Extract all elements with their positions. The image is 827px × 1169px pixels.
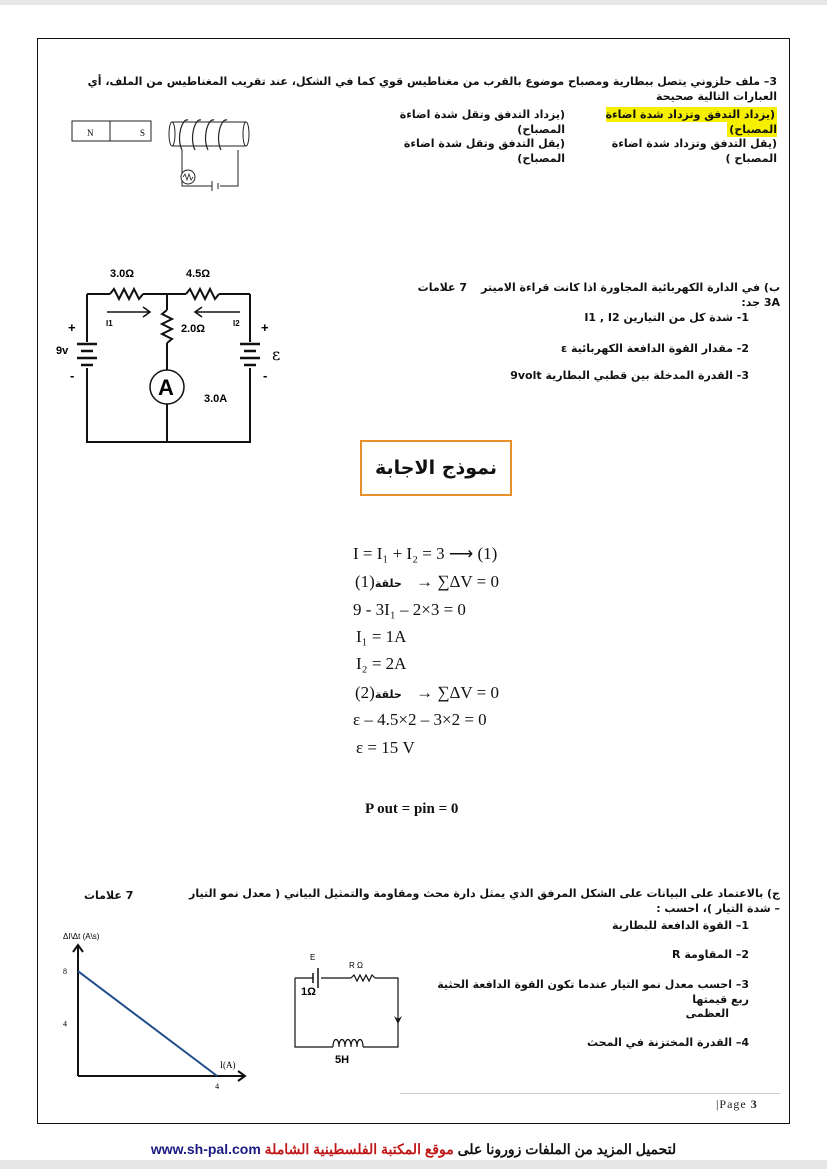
- plus-right: +: [261, 320, 269, 335]
- answer-eq-6: (2) → ∑ΔV = 0: [355, 683, 499, 702]
- r2-label: 4.5Ω: [186, 268, 211, 280]
- battery-emf-icon: [240, 344, 260, 365]
- answer-eq-1: I = I₁ + I₂ = 3 ⟶ (1): [353, 544, 498, 563]
- option-4[interactable]: (يقل التدفق وتقل شدة اضاءة المصباح): [403, 137, 565, 165]
- top-bar: [0, 0, 827, 5]
- inductor-coil: [333, 1040, 363, 1048]
- current-arrow-i2: [195, 307, 240, 317]
- answer-line-5: [356, 654, 406, 674]
- battery-9v-label: 9v: [56, 345, 69, 357]
- option-3[interactable]: (يقل التدفق وتزداد شدة اضاءة المصباح ): [611, 137, 777, 165]
- rl-circuit-diagram: [285, 950, 415, 1070]
- r3-label: 2.0Ω: [181, 323, 206, 335]
- part-c-marks: 7 علامات: [84, 889, 134, 902]
- site-name[interactable]: موقع المكتبة الفلسطينية الشاملة: [264, 1141, 454, 1157]
- option-1[interactable]: [577, 108, 777, 138]
- resistor-r-label: R Ω: [349, 961, 363, 970]
- coil-core: [169, 122, 249, 146]
- current-growth-chart: [55, 932, 255, 1095]
- y-axis: [73, 945, 83, 1076]
- answer-line-8: [356, 738, 415, 758]
- part-c-question: ج) بالاعتماد على البيانات على الشكل المرفق الذي يمثل دارة محث ومقاومة والتمثيل البياني ( معدل نمو التيار – شدة التيار )، احسب :: [189, 887, 780, 915]
- data-line: [78, 971, 217, 1076]
- answer-eq-7: ε – 4.5×2 – 3×2 = 0: [353, 710, 487, 729]
- y-tick-label: 8: [63, 967, 67, 977]
- loop-label-1: حلقة: [374, 577, 402, 590]
- inductor-label: 5H: [335, 1054, 350, 1066]
- answer-eq-2: (1) → ∑ΔV = 0: [355, 572, 499, 591]
- i1-label: I1: [106, 319, 113, 328]
- question-3-text: 3– ملف حلزوني يتصل ببطارية ومصباح موضوع بالقرب من مغناطيس قوي كما في الشكل، عند تقريب المغناطيس من الملف، أي العبارات التالية صحيحة: [87, 75, 777, 103]
- coil-windings: [180, 120, 227, 150]
- resistor-2-ohm: [162, 310, 172, 343]
- magnet-coil-diagram: [72, 118, 252, 193]
- bottom-bar: [0, 1160, 827, 1169]
- minus-left: -: [70, 368, 75, 383]
- power-line: P out = pin = 0: [365, 801, 459, 817]
- option-1-selected-text: (يزداد التدفق وتزداد شدة اضاءة المصباح): [605, 108, 777, 136]
- part-c-item-3-cont: العظمى: [685, 1007, 729, 1020]
- resistor-3-ohm: [110, 289, 143, 299]
- battery-e-icon: [313, 968, 318, 988]
- ammeter-reading: 3.0A: [204, 393, 228, 405]
- ammeter-label: A: [158, 375, 174, 400]
- answer-eq-5: I₂ = 2A: [356, 654, 407, 673]
- y-tick-label: 4: [63, 1019, 67, 1029]
- part-c-item-4: 4– القدرة المختزنة في المحث: [587, 1036, 749, 1049]
- resistor-4-5-ohm: [186, 289, 219, 299]
- resistor-r: [351, 975, 375, 981]
- answer-eq-8: ε = 15 V: [356, 738, 415, 757]
- magnet-north-label: N: [87, 128, 94, 138]
- emf-e-label: E: [310, 953, 316, 962]
- page-number-value: 3: [750, 1097, 758, 1111]
- part-b-item-2: 2- مقدار القوة الدافعة الكهربائية ε: [561, 342, 749, 355]
- kirchhoff-circuit-diagram: [50, 260, 290, 445]
- x-tick-label: 4: [215, 1082, 220, 1091]
- site-footer: [0, 1141, 827, 1158]
- battery-9v-icon: [77, 344, 97, 365]
- site-url-link[interactable]: www.sh-pal.com: [150, 1141, 261, 1157]
- y-axis-label: ΔI\Δt (A\s): [63, 932, 100, 941]
- answer-model-title: نموذج الاجابة: [375, 457, 497, 479]
- internal-resistance-label: 1Ω: [301, 986, 316, 998]
- answer-line-1: [353, 544, 497, 564]
- page-label: Page: [719, 1097, 747, 1111]
- part-c-item-2: 2– المقاومة R: [672, 948, 749, 961]
- battery-icon: [212, 181, 218, 191]
- current-arrow-i1: [107, 307, 150, 317]
- part-b-item-1: 1- شدة كل من التيارين I1 , I2: [584, 311, 749, 324]
- loop-label-2: حلقة: [374, 688, 402, 701]
- part-b-marks: 7 علامات: [417, 281, 467, 294]
- i2-label: I2: [233, 319, 240, 328]
- answer-model-box: [360, 440, 512, 496]
- r1-label: 3.0Ω: [110, 268, 135, 280]
- download-text: لتحميل المزيد من الملفات زورونا على: [457, 1141, 677, 1157]
- footer-rule: [400, 1093, 780, 1094]
- answer-line-2: [355, 572, 499, 592]
- part-b-question: ب) في الدارة الكهربائية المجاورة اذا كانت قراءة الاميتر 3A جد:: [481, 281, 780, 309]
- answer-eq-3: 9 - 3I₁ – 2×3 = 0: [353, 600, 466, 619]
- answer-eq-4: I₁ = 1A: [356, 627, 407, 646]
- x-axis: [78, 1071, 245, 1081]
- answer-line-3: [353, 600, 466, 620]
- part-b-item-3: 3- القدرة المدخلة بين قطبي البطارية 9volt: [510, 369, 749, 382]
- answer-line-6: [355, 683, 499, 703]
- answer-line-7: [353, 710, 487, 730]
- x-axis-label: I(A): [220, 1060, 236, 1070]
- part-c-item-3: 3– احسب معدل نمو التيار عندما تكون القوة الدافعة الحثية ربع قيمتها: [437, 978, 749, 1006]
- page-number: |Page 3: [716, 1097, 758, 1111]
- answer-line-4: [356, 627, 406, 647]
- option-2[interactable]: (يزداد التدفق وتقل شدة اضاءة المصباح): [399, 108, 565, 136]
- minus-right: -: [263, 368, 268, 383]
- magnet-south-label: S: [140, 128, 146, 138]
- plus-left: +: [68, 320, 76, 335]
- emf-label: ε: [272, 345, 281, 364]
- part-c-item-1: 1– القوة الدافعة للبطارية: [611, 919, 749, 932]
